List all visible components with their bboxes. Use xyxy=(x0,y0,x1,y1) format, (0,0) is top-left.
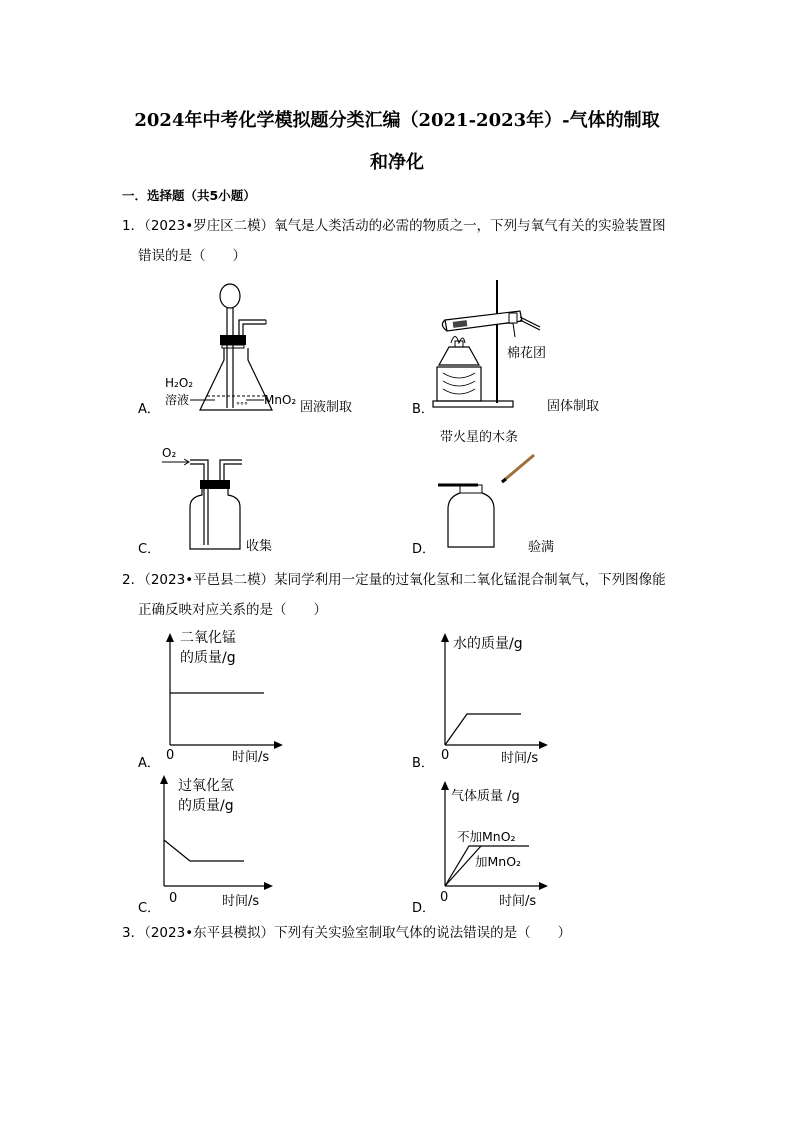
splint-label: 带火星的木条 xyxy=(440,430,519,445)
q2-option-a-graph xyxy=(160,630,310,770)
svg-text:°°°: °°° xyxy=(236,401,248,410)
question-1-source: （2023•罗庄区二模） xyxy=(144,218,275,234)
q2b-origin: 0 xyxy=(441,748,450,763)
question-1-line2: 错误的是（ ） xyxy=(138,248,246,264)
q2a-ylabel-2: 的质量/g xyxy=(180,650,236,666)
q1-option-c-caption: 收集 xyxy=(246,539,273,554)
q1-option-d-caption: 验满 xyxy=(528,540,555,555)
q2c-ylabel-2: 的质量/g xyxy=(178,798,234,814)
q1-option-c-letter: C． xyxy=(138,542,161,557)
q2c-ylabel-1: 过氧化氢 xyxy=(178,778,234,794)
q2d-ylabel: 气体质量 /g xyxy=(451,789,520,804)
q1-option-a-diagram xyxy=(160,280,370,415)
solution-label: 溶液 xyxy=(165,393,190,407)
q1-option-d-diagram xyxy=(430,425,600,555)
o2-label: O₂ xyxy=(162,446,177,460)
q2d-xlabel: 时间/s xyxy=(499,894,537,909)
document-title-line1: 2024年中考化学模拟题分类汇编（2021-2023年）-气体的制取 xyxy=(134,110,660,131)
q1-option-a-caption: 固液制取 xyxy=(300,400,353,415)
q2b-data-line xyxy=(445,714,521,745)
question-2-text: 某同学利用一定量的过氧化氢和二氧化锰混合制氧气，下列图像能 xyxy=(274,572,666,588)
q1-option-c-diagram xyxy=(160,445,300,555)
q2c-origin: 0 xyxy=(169,891,178,906)
question-1-text: 氧气是人类活动的必需的物质之一，下列与氧气有关的实验装置图 xyxy=(274,218,666,234)
question-3-number: 3． xyxy=(122,925,145,941)
q2-option-c-letter: C． xyxy=(138,901,161,916)
question-3-source: （2023•东平县模拟） xyxy=(144,925,275,941)
section-heading: 一．选择题（共5小题） xyxy=(122,188,256,203)
q1-option-b-letter: B． xyxy=(412,402,434,417)
q2a-origin: 0 xyxy=(166,748,175,763)
q2a-xlabel: 时间/s xyxy=(232,750,270,765)
q2-option-b-letter: B． xyxy=(412,756,434,771)
q2d-legend-mno2: 加MnO₂ xyxy=(475,854,522,869)
q2d-origin: 0 xyxy=(440,890,449,905)
question-3-text: 下列有关实验室制取气体的说法错误的是（ ） xyxy=(274,925,572,941)
q2d-legend-no-mno2: 不加MnO₂ xyxy=(457,829,516,844)
question-2-line1 xyxy=(122,570,666,590)
cotton-label: 棉花团 xyxy=(507,346,547,361)
q1-option-d-letter: D． xyxy=(412,542,436,557)
q2b-xlabel: 时间/s xyxy=(501,751,539,766)
question-1-number: 1． xyxy=(122,218,145,234)
q2b-ylabel: 水的质量/g xyxy=(453,636,523,652)
h2o2-label: H₂O₂ xyxy=(165,376,194,390)
mno2-label: MnO₂ xyxy=(264,393,297,407)
question-2-source: （2023•平邑县二模） xyxy=(144,572,275,588)
question-2-line2: 正确反映对应关系的是（ ） xyxy=(138,602,327,618)
q2-option-c-graph xyxy=(160,772,310,912)
q2-option-a-letter: A． xyxy=(138,756,160,771)
question-2-number: 2． xyxy=(122,572,145,588)
q2c-xlabel: 时间/s xyxy=(222,894,260,909)
q2a-ylabel-1: 二氧化锰 xyxy=(180,630,236,646)
question-3-line1 xyxy=(122,923,571,943)
q1-option-b-caption: 固体制取 xyxy=(547,399,600,414)
question-1-line1 xyxy=(122,216,666,236)
q1-option-a-letter: A． xyxy=(138,402,160,417)
q2c-data-line xyxy=(164,840,244,861)
document-title-line2: 和净化 xyxy=(370,152,424,173)
q2-option-d-letter: D． xyxy=(412,901,436,916)
q2-option-b-graph xyxy=(435,630,585,770)
q2-option-d-graph xyxy=(435,778,585,913)
q1-option-b-diagram xyxy=(425,275,625,415)
